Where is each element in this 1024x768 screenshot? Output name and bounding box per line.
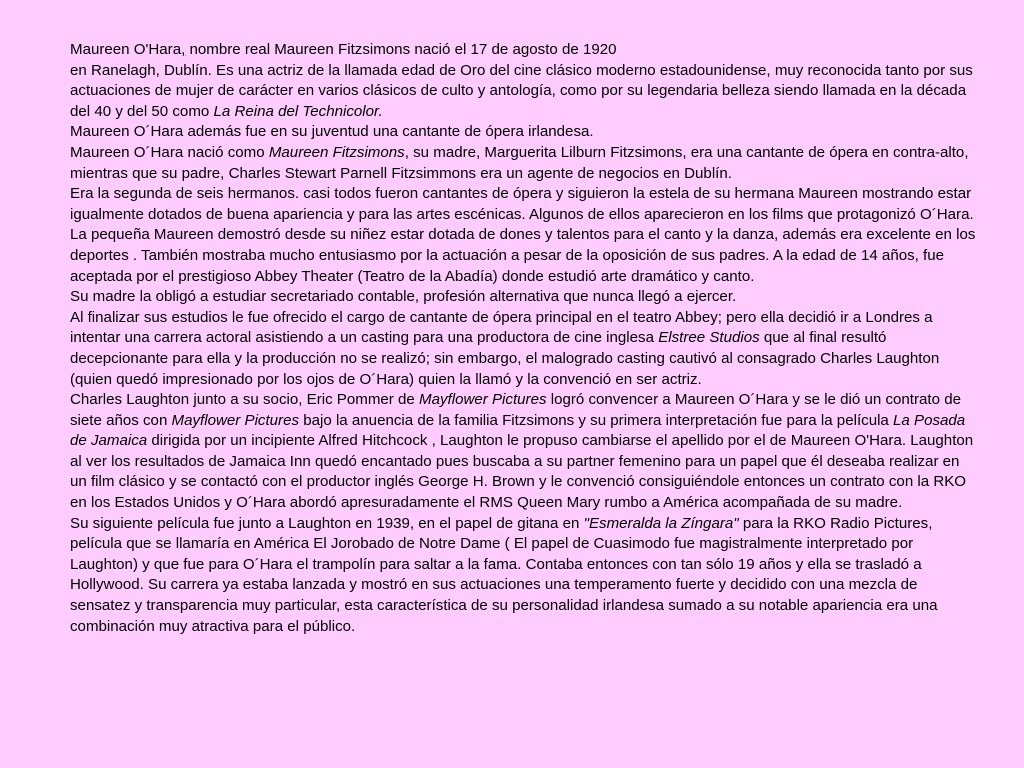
paragraph <box>70 40 976 61</box>
text-run-italic: Mayflower Pictures <box>171 411 300 429</box>
text-run: nombre real Maureen Fitzsimons nació el 17 de agosto de 1920 <box>185 41 617 58</box>
text-run: en Ranelagh, Dublín. Es una actriz de la llamada edad de Oro del cine clásico moderno estadounidense, muy reconocida tanto por sus actuaciones de mujer de carácter en varios clásicos de culto y antología, como por su legendaria belleza siendo llamada en la década del 40 y del 50 como <box>70 61 973 120</box>
paragraph <box>70 287 976 308</box>
text-run: Maureen O´Hara nació como <box>70 143 269 161</box>
text-run-underlined: , <box>181 41 186 58</box>
text-run-italic: La Posada de Jamaica <box>70 411 966 450</box>
text-run: para la RKO Radio Pictures, película que se llamaría en América El Jorobado de Notre Dame ( El papel de Cuasimodo fue magistralmente interpretado por Laughton) y que fue para O´Hara el trampolín para saltar a la fama. Contaba entonces con tan sólo 19 años y ella se trasladó a Hollywood. Su carrera ya estaba lanzada y mostró en sus actuaciones una temperamento fuerte y decidido con una mezcla de sensatez y transparencia muy particular, esta característica de su personalidad irlandesa sumado a su notable apariencia era una combinación muy atractiva para el público. <box>70 514 938 635</box>
text-run: Maureen O'Hara <box>70 41 182 58</box>
text-run: La pequeña Maureen demostró desde su niñez estar dotada de dones y talentos para el canto y la danza, además era excelente en los deportes . También mostraba mucho entusiasmo por la actuación a pesar de la oposición de sus padres. A la edad de 14 años, fue aceptada por el prestigioso Abbey Theater (Teatro de la Abadía) donde estudió arte dramático y canto. <box>70 226 976 285</box>
text-run-italic: Mayflower Pictures <box>419 391 547 409</box>
text-run: Al finalizar sus estudios le fue ofrecido el cargo de cantante de ópera principal en el teatro Abbey; pero ella decidió ir a Londres a intentar una carrera actoral asistiendo a un casting para una productora de cine inglesa <box>70 308 933 347</box>
text-run-italic: Elstree Studios <box>658 329 760 347</box>
paragraph <box>70 122 976 143</box>
text-run: que al final resultó decepcionante para ella y la producción no se realizó; sin embargo, el malogrado casting cautivó al consagrado Charles Laughton (quien quedó impresionado por los ojos de O´Hara) quien la llamó y la convenció en ser actriz. <box>70 329 940 388</box>
text-run: Era la segunda de seis hermanos. casi todos fueron cantantes de ópera y siguieron la estela de su hermana Maureen mostrando estar igualmente dotados de buena apariencia y para las artes escénicas. Algunos de ellos aparecieron en los films que protagonizó O´Hara. <box>70 185 974 223</box>
text-run-italic: "Esmeralda la Zíngara" <box>583 514 739 532</box>
text-run-italic: Maureen Fitzsimons <box>268 143 405 161</box>
paragraph <box>70 143 976 184</box>
text-run: Maureen O´Hara además fue en su juventud una cantante de ópera irlandesa. <box>70 123 594 141</box>
paragraph <box>70 61 976 123</box>
paragraph <box>70 225 976 287</box>
text-run-italic: La Reina del Technicolor. <box>213 102 383 120</box>
text-run: Su madre la obligó a estudiar secretariado contable, profesión alternativa que nunca llegó a ejercer. <box>70 288 737 306</box>
text-run: Charles Laughton junto a su socio, Eric Pommer de <box>70 391 420 409</box>
paragraph <box>70 390 976 514</box>
document-body <box>70 40 976 637</box>
text-run: , su madre, Marguerita Lilburn Fitzsimons, era una cantante de ópera en contra-alto, mientras que su padre, Charles Stewart Parnell Fitzsimmons era un agente de negocios en Dublín. <box>70 143 969 182</box>
paragraph <box>70 308 976 390</box>
text-run: logró convencer a Maureen O´Hara y se le dió un contrato de siete años con <box>70 391 961 429</box>
text-run: Su siguiente película fue junto a Laughton en 1939, en el papel de gitana en <box>70 514 584 532</box>
text-run: bajo la anuencia de la familia Fitzsimons y su primera interpretación fue para la película <box>299 411 894 429</box>
paragraph <box>70 184 976 225</box>
paragraph <box>70 514 976 638</box>
text-run: dirigida por un incipiente Alfred Hitchcock , Laughton le propuso cambiarse el apellido por el de Maureen O'Hara. Laughton al ver los resultados de Jamaica Inn quedó encantado pues buscaba a su partner femenino para un papel que él deseaba realizar en un film clásico y se contactó con el productor inglés George H. Brown y le convenció consiguiéndole entonces un contrato con la RKO en los Estados Unidos y O´Hara abordó apresuradamente el RMS Queen Mary rumbo a América acompañada de su madre. <box>70 432 974 512</box>
